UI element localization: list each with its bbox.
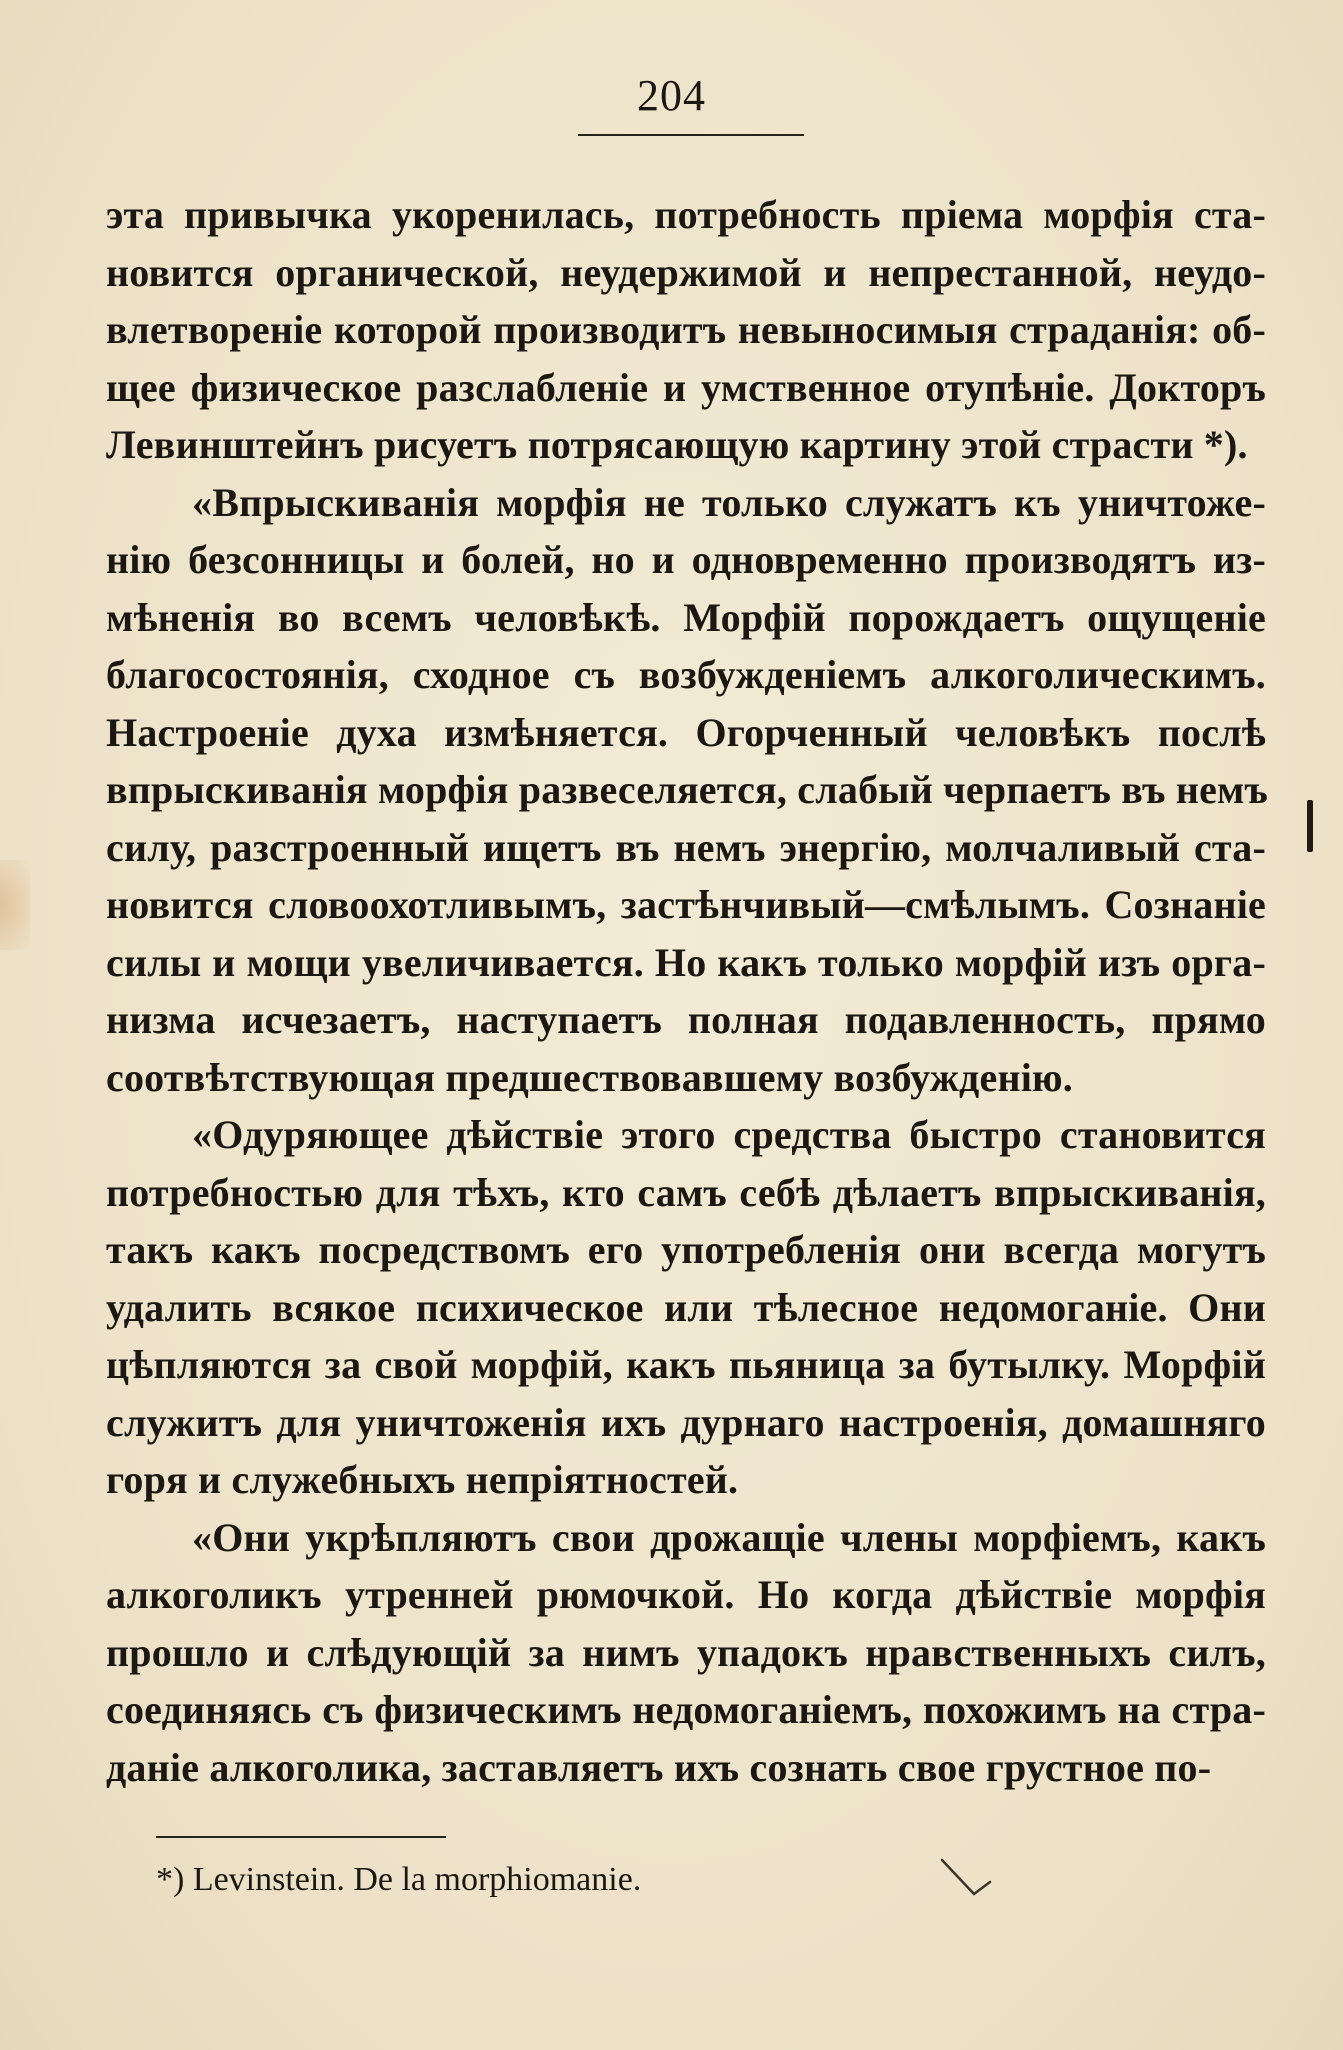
paragraph <box>106 186 1266 474</box>
text-line: горя и служебныхъ непріятностей. <box>106 1457 739 1502</box>
text-line: Левинштейнъ рисуетъ потрясающую картину этой страсти *). <box>106 422 1248 467</box>
footnote: *) Levinstein. De la morphiomanie. <box>156 1861 642 1898</box>
text-line: нію безсонницы и болей, но и одновременно производятъ из- <box>106 537 1266 582</box>
text-line: эта привычка укоренилась, потребность пріема морфія ста- <box>106 192 1266 237</box>
text-line: «Одуряющее дѣйствіе этого средства быстро становится <box>192 1112 1266 1157</box>
paragraph <box>106 1509 1266 1797</box>
text-line: соединяясь съ физическимъ недомоганіемъ, похожимъ на стра- <box>106 1687 1266 1732</box>
body-text <box>106 186 1266 1796</box>
text-line: впрыскиванія морфія развеселяется, слабый черпаетъ въ немъ <box>106 767 1268 812</box>
text-line: мѣненія во всемъ человѣкѣ. Морфій порождаетъ ощущеніе <box>106 594 1266 640</box>
text-line: потребностью для тѣхъ, кто самъ себѣ дѣлаетъ впрыскиванія, <box>106 1169 1266 1215</box>
text-line: низма исчезаетъ, наступаетъ полная подавленность, прямо <box>106 997 1266 1042</box>
paper-stain <box>0 860 30 950</box>
footnote-rule <box>156 1836 446 1838</box>
text-line: «Они укрѣпляютъ свои дрожащіе члены морфіемъ, какъ <box>192 1514 1266 1560</box>
text-line: Настроеніе духа измѣняется. Огорченный человѣкъ послѣ <box>106 709 1266 755</box>
pencil-mark-icon <box>940 1856 992 1900</box>
text-line: влетвореніе которой производитъ невыносимыя страданія: об- <box>106 307 1266 352</box>
margin-mark <box>1307 800 1313 852</box>
page-number: 204 <box>637 71 706 120</box>
text-line: такъ какъ посредствомъ его употребленія они всегда могутъ <box>106 1227 1266 1272</box>
text-line: служитъ для уничтоженія ихъ дурнаго настроенія, домашняго <box>106 1399 1266 1445</box>
text-line: прошло и слѣдующій за нимъ упадокъ нравственныхъ силъ, <box>106 1629 1266 1675</box>
text-line: «Впрыскиванія морфія не только служатъ къ уничтоже- <box>192 479 1266 525</box>
paragraph <box>106 474 1266 1107</box>
text-line: цѣпляются за свой морфій, какъ пьяница за бутылку. Морфій <box>106 1342 1266 1387</box>
text-line: благосостоянія, сходное съ возбужденіемъ алкоголическимъ. <box>106 652 1266 697</box>
text-line: алкоголикъ утренней рюмочкой. Но когда дѣйствіе морфія <box>106 1572 1266 1617</box>
header-rule <box>578 134 804 136</box>
paragraph <box>106 1106 1266 1509</box>
text-line: силы и мощи увеличивается. Но какъ только морфій изъ орга- <box>106 939 1266 985</box>
text-line: новится словоохотливымъ, застѣнчивый—смѣлымъ. Сознаніе <box>106 882 1266 927</box>
text-line: даніе алкоголика, заставляетъ ихъ сознать свое грустное по- <box>106 1744 1212 1790</box>
text-line: удалить всякое психическое или тѣлесное недомоганіе. Они <box>106 1284 1266 1330</box>
text-line: новится органической, неудержимой и непрестанной, неудо- <box>106 249 1266 295</box>
text-line: соотвѣтствующая предшествовавшему возбужденію. <box>106 1054 1073 1100</box>
text-line: щее физическое разслабленіе и умственное отупѣніе. Докторъ <box>106 364 1266 410</box>
text-line: силу, разстроенный ищетъ въ немъ энергію, молчаливый ста- <box>106 824 1266 870</box>
